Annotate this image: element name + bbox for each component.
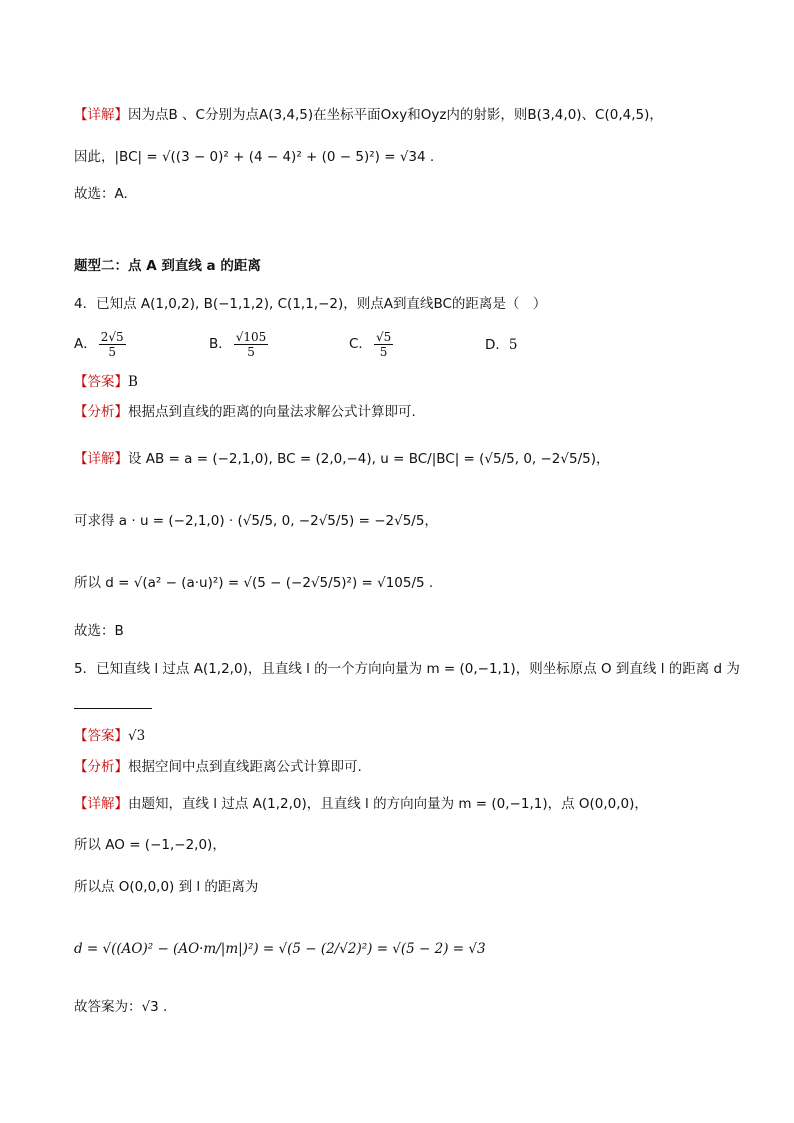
q3-detail-text: 因为点B 、C分别为点A(3,4,5)在坐标平面Oxy和Oyz内的射影，则B(3,4,0)、C(0,4,5)， <box>128 107 663 123</box>
option-a-label: A． <box>74 336 97 352</box>
q5-detail-line3: 所以点 O(0,0,0) 到 l 的距离为 <box>74 879 259 895</box>
option-a-fraction <box>99 330 126 359</box>
q5-stem: 5．已知直线 l 过点 A(1,2,0)，且直线 l 的一个方向向量为 m = (0,−1,1)，则坐标原点 O 到直线 l 的距离 d 为 <box>74 661 740 677</box>
q4-stem: 4．已知点 A(1,0,2), B(−1,1,2), C(1,1,−2)，则点A到直线BC的距离是（ ） <box>74 296 547 312</box>
option-d-value: 5 <box>508 337 518 353</box>
q5-detail-text1: 由题知，直线 l 过点 A(1,2,0)，且直线 l 的方向向量为 m = (0,−1,1)，点 O(0,0,0)， <box>128 796 648 812</box>
q4-analysis <box>74 403 416 421</box>
q5-final: 故答案为：√3 . <box>74 999 168 1015</box>
option-d <box>485 336 518 354</box>
q5-blank-line <box>74 696 152 714</box>
q5-answer <box>74 727 145 745</box>
q4-detail-text3: 所以 d = √(a² − (a·u)²) = √(5 − (−2√5/5)²) = √105/5 . <box>74 575 434 591</box>
option-b-label: B． <box>209 336 232 352</box>
q5-answer-value: √3 <box>128 728 146 744</box>
q3-formula: 因此，|BC| = √((3 − 0)² + (4 − 4)² + (0 − 5)²) = √34 . <box>74 149 435 165</box>
option-c-fraction <box>374 330 393 359</box>
option-d-label: D． <box>485 337 509 353</box>
q4-detail-text1: 设 AB = a = (−2,1,0), BC = (2,0,−4), u = BC/|BC| = (√5/5, 0, −2√5/5)， <box>128 451 610 467</box>
answer-tag: 【答案】 <box>74 374 128 390</box>
q4-detail-line2 <box>74 512 438 530</box>
q4-final: 故选：B <box>74 623 124 639</box>
q3-detail-line1 <box>74 106 663 124</box>
q5-analysis <box>74 758 362 776</box>
option-c-label: C． <box>349 336 372 352</box>
q3-answer <box>74 185 128 203</box>
option-a-num: 2√5 <box>100 330 124 344</box>
option-b <box>209 330 270 359</box>
section-title: 题型二：点 A 到直线 a 的距离 <box>74 258 261 274</box>
q5-detail-line2: 所以 AO = (−1,−2,0)， <box>74 837 226 853</box>
q4-detail-line3 <box>74 574 433 592</box>
q5-distance-formula: d = √((AO)² − (AO·m/|m|)²) = √(5 − (2/√2)²) = √(5 − 2) = √3 <box>74 941 486 957</box>
q5-detail-line1 <box>74 795 648 813</box>
option-a <box>74 330 128 359</box>
option-b-den: 5 <box>247 345 255 359</box>
option-b-fraction <box>234 330 269 359</box>
detail-tag: 【详解】 <box>74 796 128 812</box>
detail-tag: 【详解】 <box>74 451 128 467</box>
q4-answer-value: B <box>128 374 138 390</box>
option-b-num: √105 <box>235 330 267 344</box>
q4-detail-line1 <box>74 450 610 468</box>
detail-tag: 【详解】 <box>74 107 128 123</box>
q4-analysis-text: 根据点到直线的距离的向量法求解公式计算即可. <box>128 404 416 420</box>
option-c-num: √5 <box>375 330 392 344</box>
q3-answer-text: 故选：A. <box>74 186 128 202</box>
option-a-den: 5 <box>108 345 117 359</box>
q4-options <box>74 330 724 366</box>
q4-answer <box>74 373 138 391</box>
q5-analysis-text: 根据空间中点到直线距离公式计算即可. <box>128 759 362 775</box>
analysis-tag: 【分析】 <box>74 404 128 420</box>
q5-detail-line4 <box>74 940 486 958</box>
option-c <box>349 330 395 359</box>
q4-detail-text2: 可求得 a · u = (−2,1,0) · (√5/5, 0, −2√5/5) = −2√5/5， <box>74 513 438 529</box>
answer-tag: 【答案】 <box>74 728 128 744</box>
option-c-den: 5 <box>379 345 388 359</box>
q3-detail-line2 <box>74 148 434 166</box>
answer-blank <box>74 696 152 709</box>
analysis-tag: 【分析】 <box>74 759 128 775</box>
